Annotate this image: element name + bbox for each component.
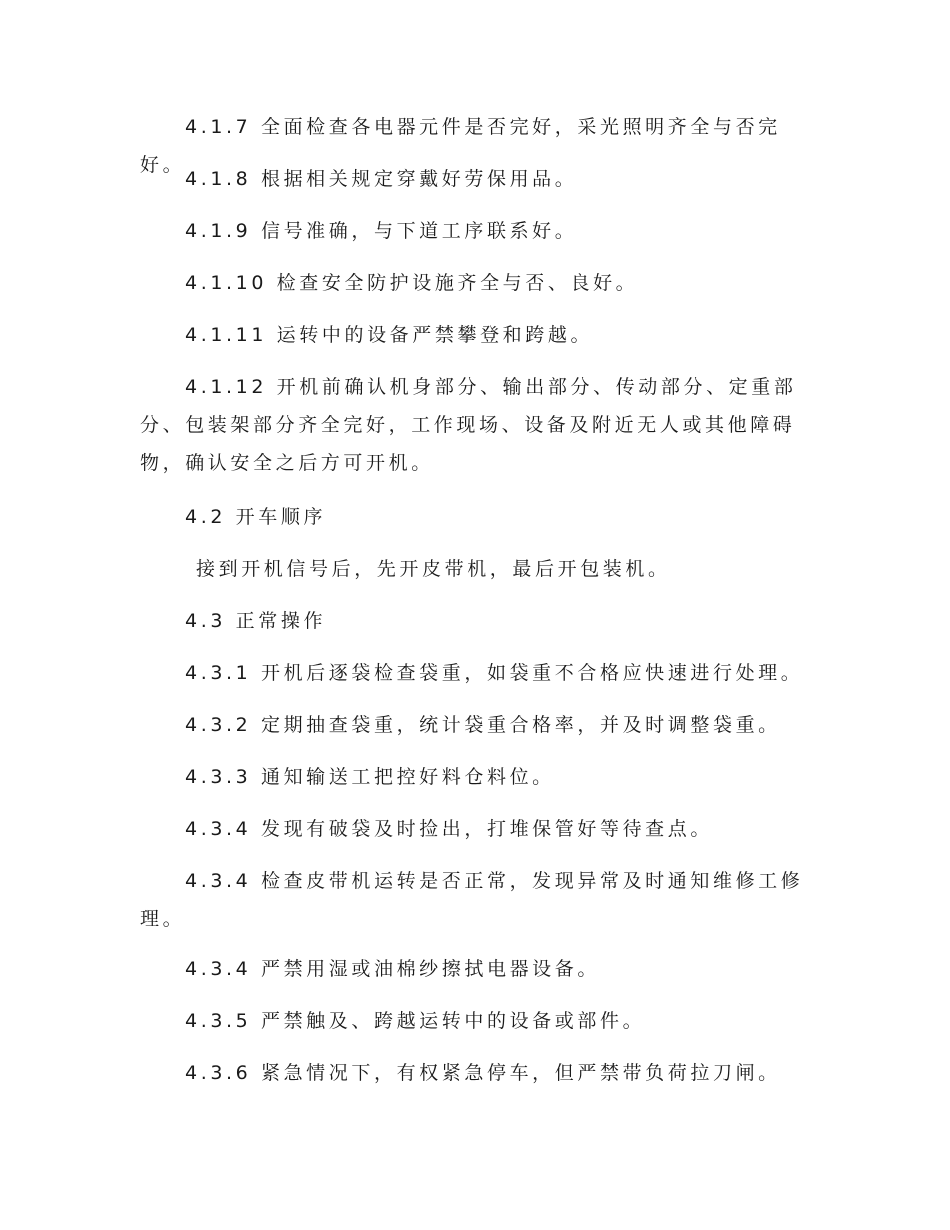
paragraph-4-1-10: 4.1.10 检查安全防护设施齐全与否、良好。 (185, 272, 639, 294)
paragraph-4-3-4-a: 4.3.4 发现有破袋及时捡出，打堆保管好等待查点。 (185, 818, 713, 840)
paragraph-4-3-6: 4.3.6 紧急情况下，有权紧急停车，但严禁带负荷拉刀闸。 (185, 1062, 781, 1084)
paragraph-4-3-5: 4.3.5 严禁触及、跨越运转中的设备或部件。 (185, 1010, 646, 1032)
paragraph-4-1-8: 4.1.8 根据相关规定穿戴好劳保用品。 (185, 168, 578, 190)
paragraph-4-1-7: 4.1.7 全面检查各电器元件是否完好，采光照明齐全与否完好。 (140, 116, 781, 176)
paragraph-4-1-11: 4.1.11 运转中的设备严禁攀登和跨越。 (185, 324, 594, 346)
paragraph-4-3-3: 4.3.3 通知输送工把控好料仓料位。 (185, 766, 555, 788)
section-heading-4-2: 4.2 开车顺序 (185, 506, 327, 528)
paragraph-4-3-4-b: 4.3.4 检查皮带机运转是否正常，发现异常及时通知维修工修理。 (140, 870, 804, 930)
section-heading-4-3: 4.3 正常操作 (185, 610, 327, 632)
paragraph-startup-order: 接到开机信号后，先开皮带机，最后开包装机。 (196, 558, 671, 580)
paragraph-4-1-9: 4.1.9 信号准确，与下道工序联系好。 (185, 220, 578, 242)
paragraph-4-3-4-c: 4.3.4 严禁用湿或油棉纱擦拭电器设备。 (185, 958, 600, 980)
paragraph-4-3-2: 4.3.2 定期抽查袋重，统计袋重合格率，并及时调整袋重。 (185, 714, 781, 736)
paragraph-4-3-1: 4.3.1 开机后逐袋检查袋重，如袋重不合格应快速进行处理。 (185, 662, 804, 684)
paragraph-4-1-12: 4.1.12 开机前确认机身部分、输出部分、传动部分、定重部分、包装架部分齐全完好，工作现场、设备及附近无人或其他障碍物，确认安全之后方可开机。 (140, 376, 797, 474)
